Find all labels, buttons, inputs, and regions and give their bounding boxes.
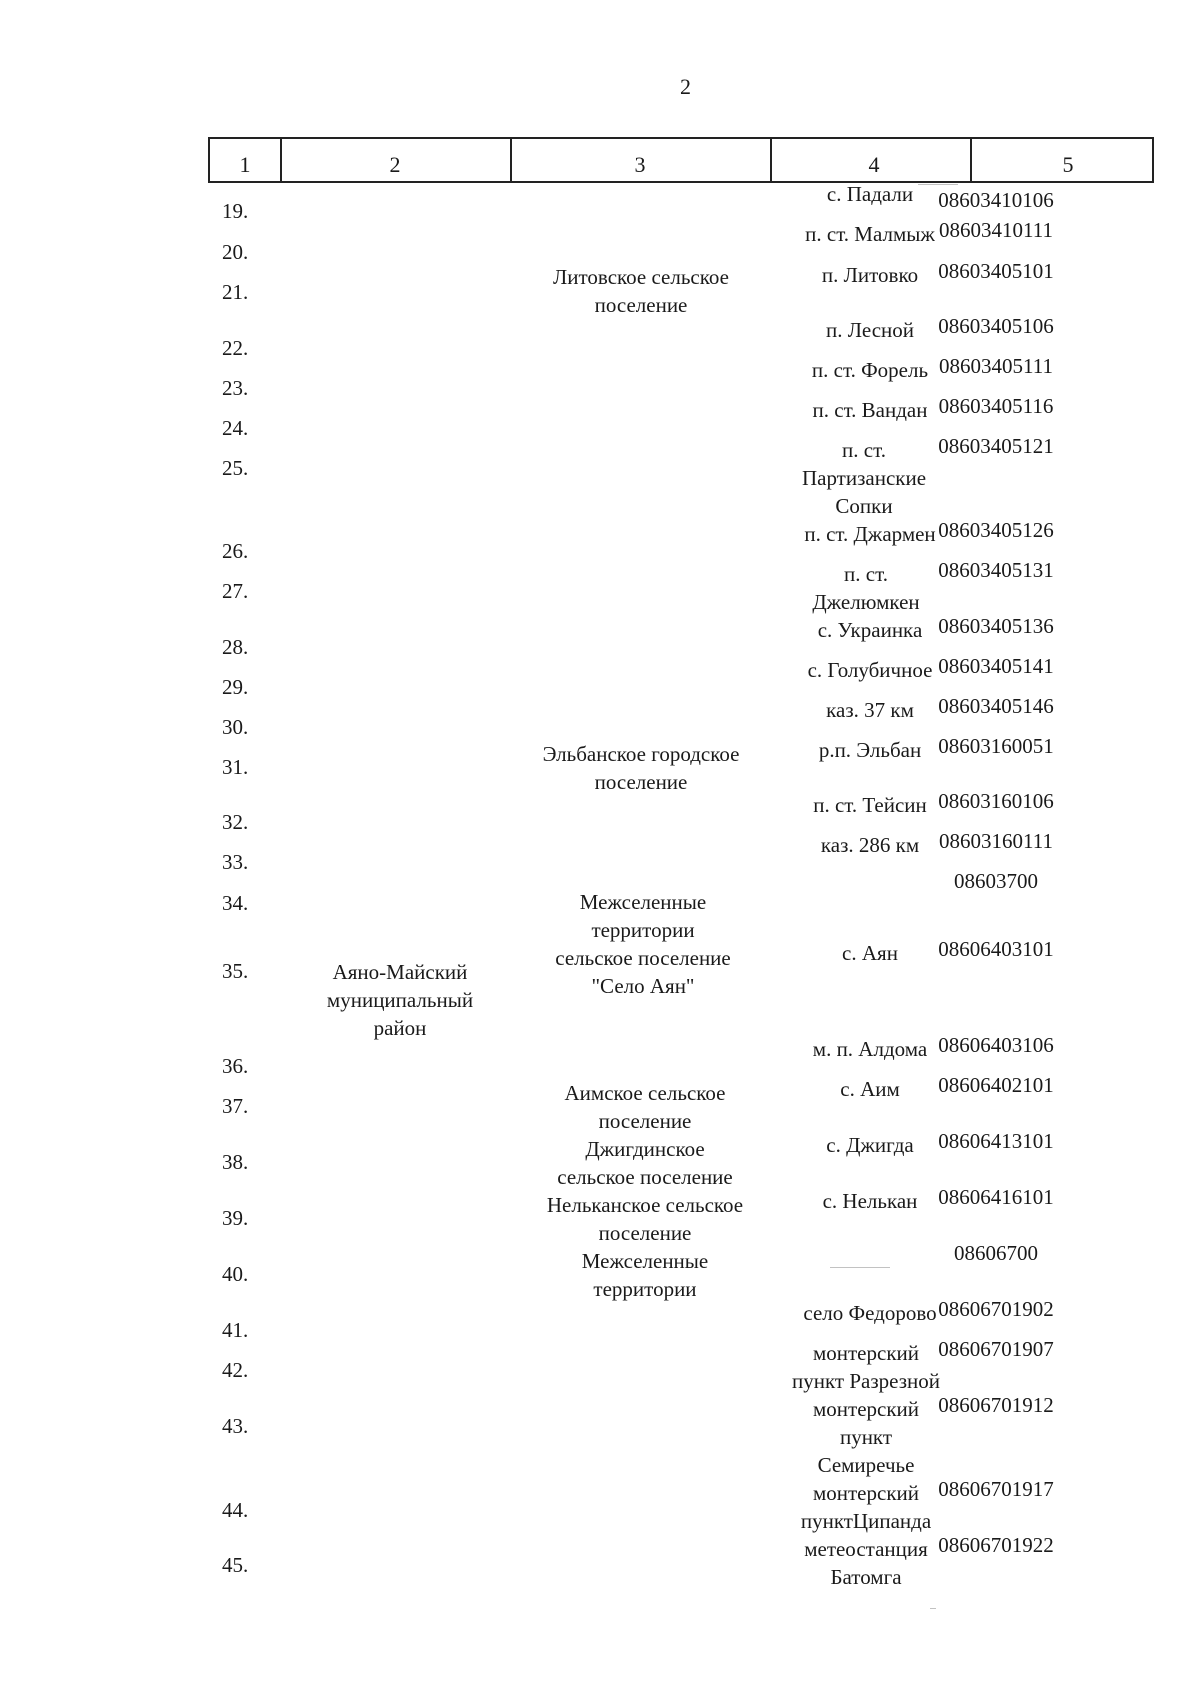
okato-code: 08606701922: [938, 1533, 1054, 1557]
column-divider: [510, 139, 512, 181]
row-number: 40.: [222, 1262, 249, 1286]
row-number: 20.: [222, 240, 249, 264]
column-header: 3: [634, 152, 646, 177]
row-number: 25.: [222, 456, 249, 480]
okato-code: 08603700: [954, 869, 1038, 893]
settlement-name: Литовское сельское поселение: [553, 265, 729, 317]
okato-code: 08603405131: [938, 558, 1054, 582]
okato-code: 08603405141: [938, 654, 1054, 678]
table-header-row: [208, 137, 1154, 183]
district-name: Аяно-Майский муниципальный район: [326, 960, 474, 1040]
row-number: 27.: [222, 579, 249, 603]
locality-name: каз. 37 км: [826, 698, 914, 722]
locality-name: п. ст. Вандан: [812, 398, 928, 422]
row-number: 29.: [222, 675, 249, 699]
okato-code: 08603405111: [939, 354, 1053, 378]
okato-code: 08606413101: [938, 1129, 1054, 1153]
locality-name: п. ст. Малмыж: [805, 222, 935, 246]
row-number: 33.: [222, 850, 249, 874]
column-header: 5: [1062, 152, 1074, 177]
locality-name: метеостанция Батомга: [804, 1537, 928, 1589]
okato-code: 08603410111: [939, 218, 1053, 242]
column-divider: [280, 139, 282, 181]
locality-name: с. Аян: [842, 941, 898, 965]
okato-code: 08603405136: [938, 614, 1054, 638]
row-number: 43.: [222, 1414, 249, 1438]
scan-speck: [930, 1608, 936, 1609]
row-number: 44.: [222, 1498, 249, 1522]
row-number: 37.: [222, 1094, 249, 1118]
okato-code: 08606701917: [938, 1477, 1054, 1501]
column-header: 2: [389, 152, 401, 177]
locality-name: с. Падали: [826, 182, 914, 206]
okato-code: 08606403106: [938, 1033, 1054, 1057]
row-number: 30.: [222, 715, 249, 739]
locality-name: п. ст. Форель: [811, 358, 929, 382]
row-number: 39.: [222, 1206, 249, 1230]
okato-code: 08603160111: [939, 829, 1053, 853]
locality-name: п. ст. Тейсин: [813, 793, 927, 817]
row-number: 28.: [222, 635, 249, 659]
okato-code: 08606402101: [938, 1073, 1054, 1097]
okato-code: 08603405146: [938, 694, 1054, 718]
okato-code: 08606416101: [938, 1185, 1054, 1209]
okato-code: 08603405121: [938, 434, 1054, 458]
row-number: 41.: [222, 1318, 249, 1342]
locality-name: монтерский пункт Разрезной: [792, 1341, 940, 1393]
okato-code: 08606701902: [938, 1297, 1054, 1321]
okato-code: 08603410106: [938, 188, 1054, 212]
row-number: 19.: [222, 199, 249, 223]
locality-name: п. Литовко: [821, 263, 919, 287]
okato-code: 08606700: [954, 1241, 1038, 1265]
row-number: 23.: [222, 376, 249, 400]
settlement-name: Аимское сельское поселение Джигдинское сельское поселение Нельканское сельское поселение Межселенные территории: [546, 1081, 744, 1301]
column-divider: [970, 139, 972, 181]
locality-name: с. Джигда: [826, 1133, 914, 1157]
locality-name: п. ст. Джелюмкен: [812, 562, 920, 614]
locality-name: п. ст. Партизанские Сопки: [801, 438, 927, 518]
locality-name: село Федорово: [803, 1301, 937, 1325]
row-number: 21.: [222, 280, 249, 304]
locality-name: р.п. Эльбан: [818, 738, 922, 762]
row-number: 36.: [222, 1054, 249, 1078]
okato-code: 08603405101: [938, 259, 1054, 283]
settlement-name: Межселенные территории сельское поселение "Село Аян": [555, 890, 731, 998]
settlement-name: Эльбанское городское поселение: [542, 742, 740, 794]
row-number: 45.: [222, 1553, 249, 1577]
locality-name: монтерский пунктЦипанда: [800, 1481, 932, 1533]
row-number: 24.: [222, 416, 249, 440]
locality-name: с. Украинка: [817, 618, 923, 642]
locality-name: м. п. Алдома: [812, 1037, 928, 1061]
locality-name: п. ст. Джармен: [804, 522, 936, 546]
row-number: 31.: [222, 755, 249, 779]
page-number: 2: [680, 74, 691, 99]
row-number: 26.: [222, 539, 249, 563]
row-number: 22.: [222, 336, 249, 360]
locality-name: п. Лесной: [826, 318, 914, 342]
okato-code: 08603160106: [938, 789, 1054, 813]
column-header: 1: [239, 152, 251, 177]
locality-name: с. Голубичное: [807, 658, 933, 682]
row-number: 35.: [222, 959, 249, 983]
locality-name: каз. 286 км: [820, 833, 920, 857]
okato-code: 08603405126: [938, 518, 1054, 542]
scan-speck: [918, 184, 958, 185]
column-header: 4: [868, 152, 880, 177]
scan-speck: [830, 1267, 890, 1268]
locality-name: с. Аим: [840, 1077, 900, 1101]
locality-name: с. Нелькан: [822, 1189, 918, 1213]
okato-code: 08606701912: [938, 1393, 1054, 1417]
okato-code: 08606403101: [938, 937, 1054, 961]
okato-code: 08603160051: [938, 734, 1054, 758]
row-number: 32.: [222, 810, 249, 834]
row-number: 42.: [222, 1358, 249, 1382]
okato-code: 08606701907: [938, 1337, 1054, 1361]
row-number: 34.: [222, 891, 249, 915]
column-divider: [770, 139, 772, 181]
okato-code: 08603405116: [938, 394, 1054, 418]
locality-name: монтерский пункт Семиречье: [812, 1397, 920, 1477]
row-number: 38.: [222, 1150, 249, 1174]
okato-code: 08603405106: [938, 314, 1054, 338]
